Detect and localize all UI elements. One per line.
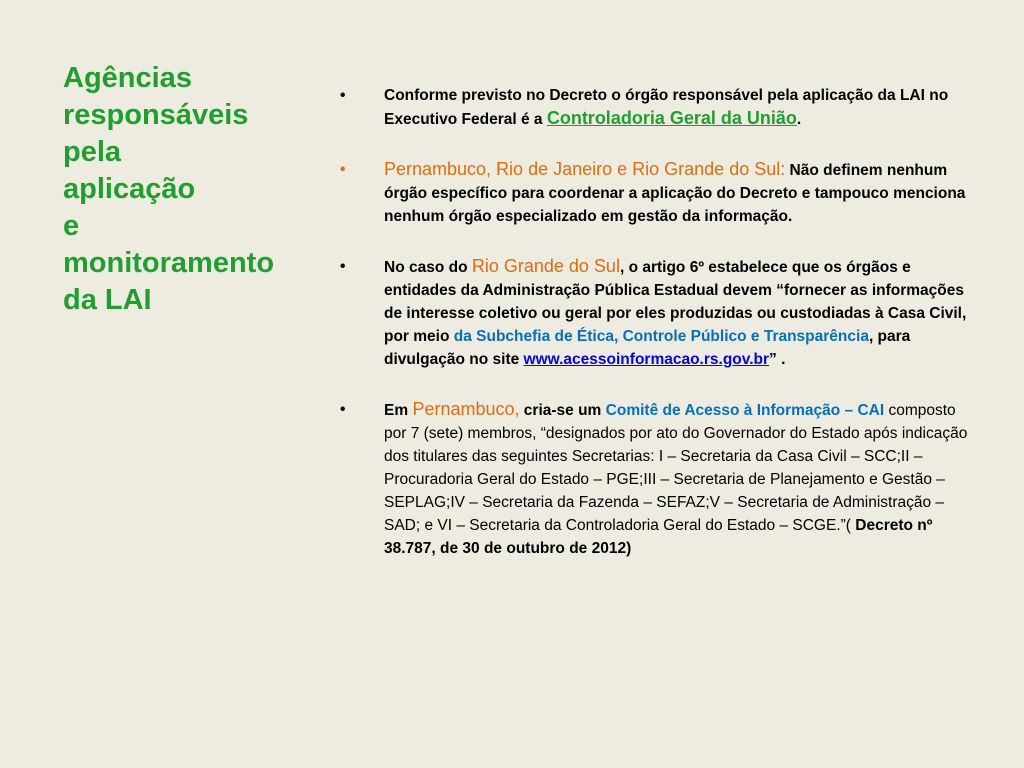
- site-link[interactable]: www.acessoinformacao.rs.gov.br: [523, 351, 770, 368]
- bullet-marker: •: [340, 401, 346, 418]
- bullet-marker: •: [340, 258, 346, 275]
- title-line: monitoramento: [63, 247, 275, 279]
- slide-title: [63, 60, 303, 319]
- bullet-text: Conforme previsto no Decreto o órgão responsável pela aplicação da LAI no Executivo Federal é a: [384, 87, 949, 128]
- bullet-text: , para divulgação no site: [384, 328, 911, 368]
- bullet-marker: •: [340, 161, 346, 178]
- bullet-list: [340, 84, 980, 587]
- bullet-text: No caso do: [384, 259, 472, 276]
- title-line: responsáveis: [63, 99, 249, 131]
- state-highlight: Rio Grande do Sul: [471, 256, 620, 276]
- title-line: aplicação: [63, 173, 196, 205]
- bullet-federal: [340, 84, 980, 131]
- bullet-text: ” .: [769, 351, 786, 368]
- cgu-link[interactable]: Controladoria Geral da União: [546, 108, 797, 128]
- bullet-text: cria-se um: [519, 402, 606, 419]
- bullet-marker: •: [340, 87, 346, 104]
- bullet-pernambuco: [340, 398, 980, 560]
- bullet-text: , o artigo 6º estabelece que os órgãos e entidades da Administração Pública Estadual devem “fornecer as informações de interesse coletivo ou geral por eles produzidas ou custodiadas à Casa Civil, por meio: [384, 259, 967, 345]
- bullet-text: Em: [384, 402, 413, 419]
- states-highlight: Pernambuco, Rio de Janeiro e Rio Grande do Sul: [384, 159, 781, 179]
- title-line: Agências: [63, 62, 192, 94]
- title-line: e: [63, 210, 80, 242]
- bullet-text: .: [796, 111, 802, 128]
- states-colon: :: [780, 159, 786, 179]
- decree-reference: Decreto nº 38.787, de 30 de outubro de 2012): [384, 517, 933, 557]
- title-line: da LAI: [63, 284, 152, 316]
- state-highlight: Pernambuco,: [412, 399, 520, 419]
- bullet-states-no-agency: [340, 158, 980, 228]
- bullet-text: composto por 7 (sete) membros, “designados por ato do Governador do Estado após indicação dos titulares das seguintes Secretarias: I – Secretaria da Casa Civil – SCC;II – Procuradoria Geral do Estado – PGE;III – Secretaria de Planejamento e Gestão – SEPLAG;IV – Secretaria da Fazenda – SEFAZ;V – Secretaria de Administração – SAD; e VI – Secretaria da Controladoria Geral do Estado – SCGE.”(: [384, 402, 968, 534]
- bullet-text: Não definem nenhum órgão específico para coordenar a aplicação do Decreto e tampouco menciona nenhum órgão especializado em gestão da informação.: [384, 162, 966, 225]
- bullet-rio-grande-do-sul: [340, 255, 980, 371]
- cai-highlight: Comitê de Acesso à Informação – CAI: [605, 402, 885, 419]
- subchefia-highlight: da Subchefia de Ética, Controle Público e Transparência: [453, 328, 869, 345]
- title-line: pela: [63, 136, 122, 168]
